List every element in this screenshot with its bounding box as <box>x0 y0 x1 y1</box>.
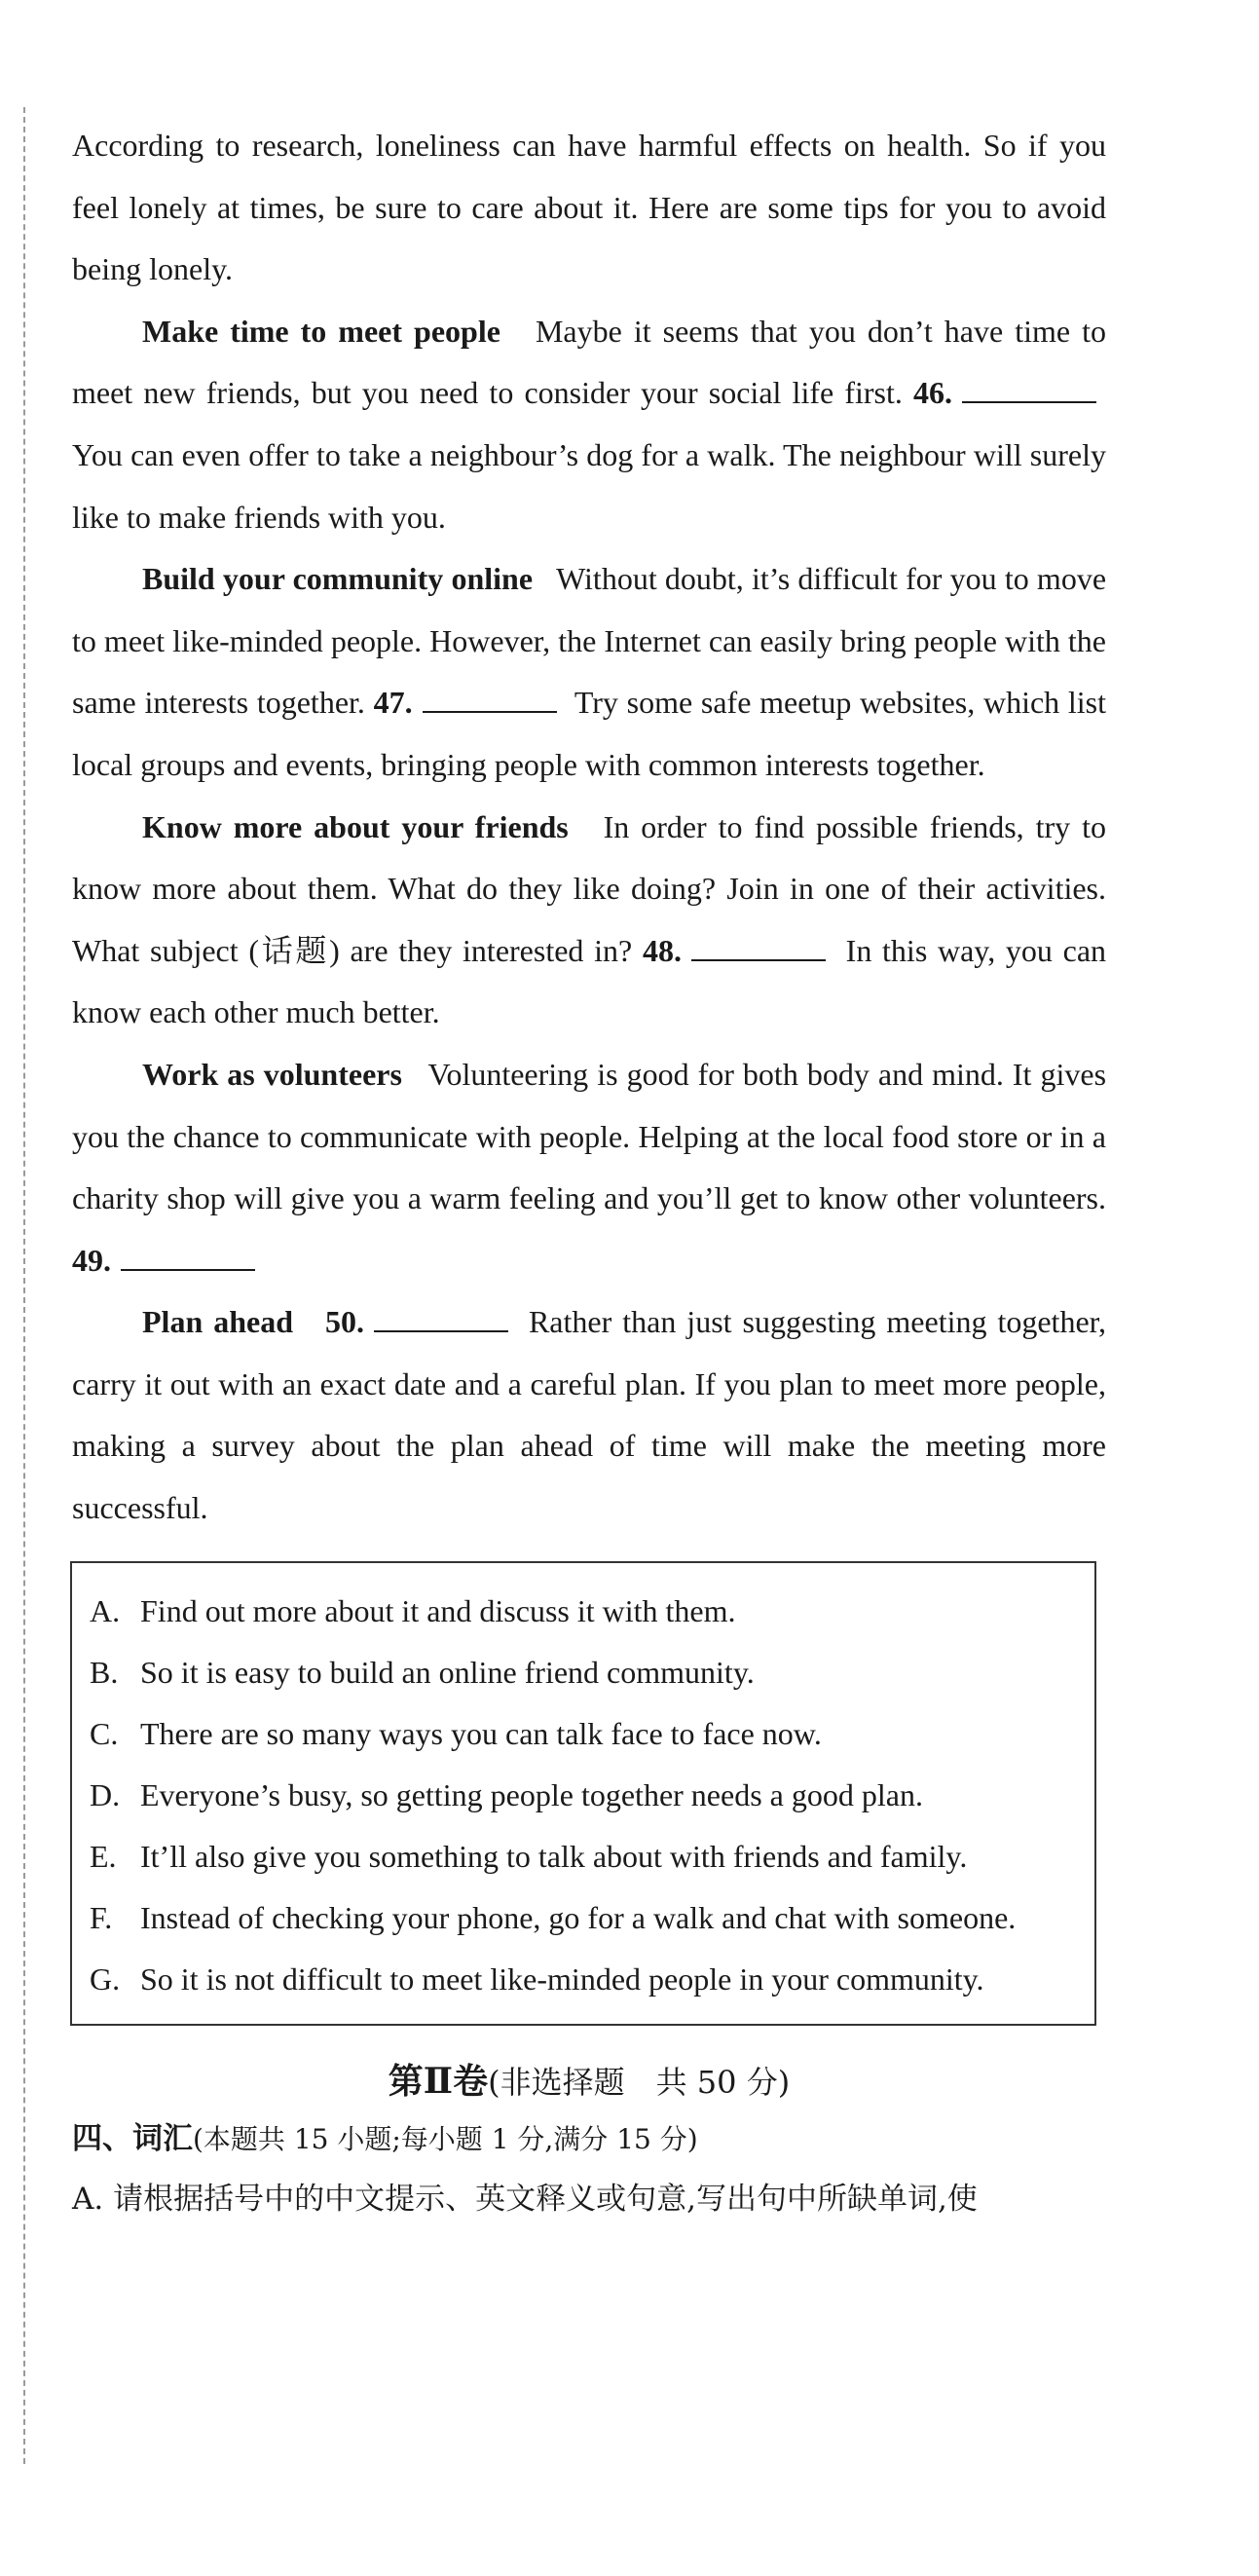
option-b <box>90 1642 1079 1703</box>
part-title-sub: (非选择题 共 50 分) <box>488 2063 791 2101</box>
part-title-main: 第Ⅱ卷 <box>388 2060 489 2102</box>
paragraph-make-time <box>72 301 1106 548</box>
option-text: Find out more about it and discuss it with them. <box>140 1592 736 1628</box>
paragraph-heading: Know more about your friends <box>142 808 569 844</box>
section-heading <box>72 2114 1106 2164</box>
options-box <box>70 1561 1096 2026</box>
section-title: 四、词汇 <box>72 2120 193 2156</box>
answer-blank-47[interactable] <box>423 684 557 713</box>
option-text: There are so many ways you can talk face to face now. <box>140 1715 822 1751</box>
option-letter: A. <box>90 1592 121 1628</box>
option-text: Everyone’s busy, so getting people together needs a good plan. <box>140 1776 923 1812</box>
paragraph-community-online <box>72 548 1106 796</box>
answer-blank-50[interactable] <box>374 1303 508 1332</box>
binding-dashed-line <box>23 107 25 2464</box>
paragraph-text: Without doubt, it’s difficult for you to move to meet like-minded people. However, the Internet can easily bring people with the same interests together. <box>72 561 1107 721</box>
answer-blank-46[interactable] <box>962 374 1096 403</box>
blank-number: 47. <box>373 685 413 721</box>
paragraph-plan-ahead <box>72 1291 1106 1539</box>
option-text: It’ll also give you something to talk about with friends and family. <box>140 1838 968 1874</box>
option-g <box>90 1949 1079 2010</box>
option-text: So it is easy to build an online friend community. <box>140 1654 755 1690</box>
section-note: (本题共 15 小题;每小题 1 分,满分 15 分) <box>193 2122 698 2155</box>
paragraph-text: In order to find possible friends, try to know more about them. What do they like doing? Join in one of their activities. What subject (话题) are they interested in? <box>72 808 1107 968</box>
option-text: So it is not difficult to meet like-minded people in your community. <box>140 1960 984 1997</box>
paragraph-text: Volunteering is good for both body and mind. It gives you the chance to communicate with people. Helping at the local food store or in a charity shop will give you a warm feeling and you’ll get to know other volunteers. <box>72 1056 1107 1216</box>
part-two-title <box>72 2057 1106 2107</box>
option-c <box>90 1703 1079 1765</box>
paragraph-text: Try some safe meetup websites, which list local groups and events, bringing people with common interests together. <box>72 685 1107 782</box>
paragraph-text: In this way, you can know each other much better. <box>72 932 1107 1030</box>
paragraph-heading: Build your community online <box>142 561 534 597</box>
answer-blank-49[interactable] <box>121 1242 255 1271</box>
option-a <box>90 1581 1079 1642</box>
page-content <box>72 115 1106 2228</box>
blank-number: 48. <box>642 932 682 968</box>
blank-number: 46. <box>913 375 953 411</box>
answer-blank-48[interactable] <box>691 932 826 961</box>
blank-number: 49. <box>72 1242 111 1278</box>
paragraph-heading: Make time to meet people <box>142 313 500 349</box>
option-f <box>90 1887 1079 1949</box>
intro-paragraph: According to research, loneliness can have harmful effects on health. So if you feel lonely at times, be sure to care about it. Here are some tips for you to avoid being lonely. <box>72 128 1106 287</box>
instruction-text: A. 请根据括号中的中文提示、英文释义或句意,写出句中所缺单词,使 <box>72 2181 978 2217</box>
option-letter: C. <box>90 1715 119 1751</box>
paragraph-heading: Plan ahead <box>142 1304 294 1340</box>
paragraph-text: Rather than just suggesting meeting together, carry it out with an exact date and a careful plan. If you plan to meet more people, making a survey about the plan ahead of time will make the meeting more successful. <box>72 1304 1107 1526</box>
paragraph-text: You can even offer to take a neighbour’s dog for a walk. The neighbour will surely like to make friends with you. <box>72 436 1106 535</box>
option-letter: G. <box>90 1960 121 1997</box>
paragraph-know-friends <box>72 797 1106 1044</box>
paragraph-text: Maybe it seems that you don’t have time to meet new friends, but you need to consider your social life first. <box>72 313 1107 411</box>
option-letter: D. <box>90 1776 121 1812</box>
option-letter: E. <box>90 1838 117 1874</box>
option-letter: F. <box>90 1899 113 1935</box>
paragraph-heading: Work as volunteers <box>142 1056 402 1092</box>
blank-number: 50. <box>324 1304 364 1340</box>
option-e <box>90 1826 1079 1887</box>
option-letter: B. <box>90 1654 119 1690</box>
option-d <box>90 1765 1079 1826</box>
paragraph-volunteers <box>72 1044 1106 1291</box>
option-text: Instead of checking your phone, go for a walk and chat with someone. <box>140 1899 1017 1935</box>
